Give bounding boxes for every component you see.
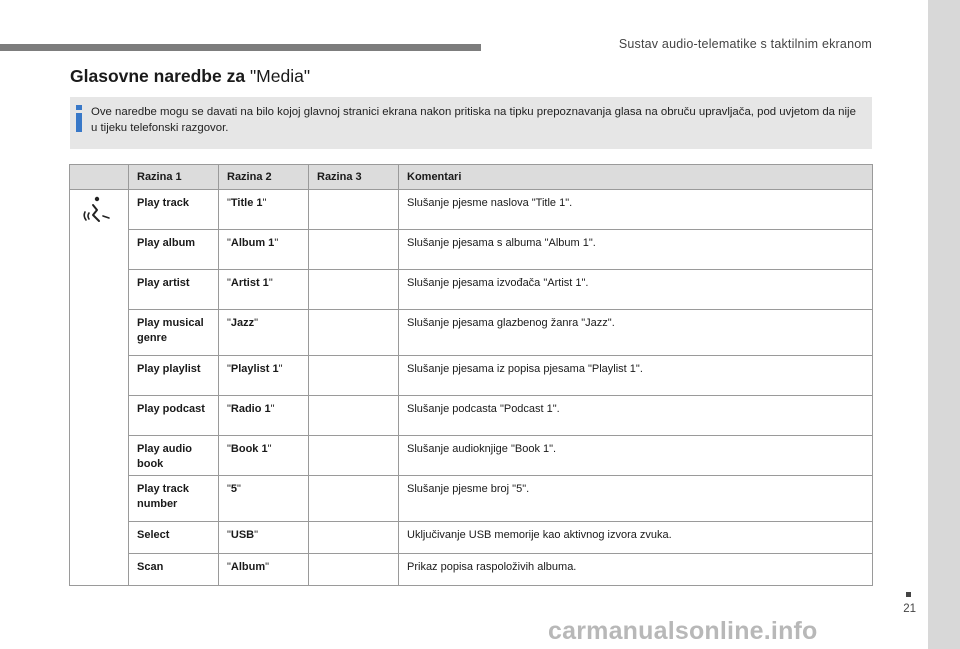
comment-cell: Slušanje pjesama izvođača "Artist 1". xyxy=(399,270,873,310)
header-rule xyxy=(0,44,481,51)
level2-cell: "Album" xyxy=(219,554,309,586)
level1-cell: Play podcast xyxy=(129,396,219,436)
page-title-text: Glasovne naredbe za xyxy=(70,66,250,86)
level2-value: Artist 1 xyxy=(230,277,269,289)
level2-value: Playlist 1 xyxy=(230,363,279,375)
level3-cell xyxy=(309,522,399,554)
info-text: Ove naredbe mogu se davati na bilo kojoj glavnoj stranici ekrana nakon pritiska na tipku prepoznavanja glasa na obruču upravljača, pod uvjetom da nije u tijeku telefonski razgovor. xyxy=(91,106,856,134)
level3-cell xyxy=(309,356,399,396)
level2-cell: "Book 1" xyxy=(219,436,309,476)
comment-cell: Slušanje pjesama iz popisa pjesama "Playlist 1". xyxy=(399,356,873,396)
page-title-quoted: "Media" xyxy=(249,66,311,86)
comment-cell: Slušanje audioknjige "Book 1". xyxy=(399,436,873,476)
comment-cell: Uključivanje USB memorije kao aktivnog izvora zvuka. xyxy=(399,522,873,554)
level1-cell: Play playlist xyxy=(129,356,219,396)
level3-cell xyxy=(309,554,399,586)
level1-cell: Select xyxy=(129,522,219,554)
level2-cell: "USB" xyxy=(219,522,309,554)
comment-cell: Prikaz popisa raspoloživih albuma. xyxy=(399,554,873,586)
table-row xyxy=(70,476,873,522)
level2-value: Radio 1 xyxy=(230,403,271,415)
level2-cell: "Title 1" xyxy=(219,190,309,230)
level2-value: Book 1 xyxy=(230,443,268,455)
table-header-cell: Razina 1 xyxy=(129,165,219,190)
voice-commands-table xyxy=(69,164,873,586)
comment-cell: Slušanje podcasta "Podcast 1". xyxy=(399,396,873,436)
voice-command-icon xyxy=(81,196,111,224)
table-row xyxy=(70,230,873,270)
level3-cell xyxy=(309,270,399,310)
level2-cell: "Radio 1" xyxy=(219,396,309,436)
level3-cell xyxy=(309,436,399,476)
table-header-row xyxy=(70,165,873,190)
level2-cell: "Playlist 1" xyxy=(219,356,309,396)
page-marker xyxy=(906,592,911,597)
page-title xyxy=(70,66,310,87)
level3-cell xyxy=(309,190,399,230)
level3-cell xyxy=(309,396,399,436)
comment-cell: Slušanje pjesama glazbenog žanra "Jazz". xyxy=(399,310,873,356)
level3-cell xyxy=(309,230,399,270)
comment-cell: Slušanje pjesama s albuma "Album 1". xyxy=(399,230,873,270)
level2-cell: "Artist 1" xyxy=(219,270,309,310)
level1-cell: Play audio book xyxy=(129,436,219,476)
watermark: carmanualsonline.info xyxy=(548,617,818,645)
page-edge-strip xyxy=(928,0,960,649)
level2-value: Title 1 xyxy=(230,197,263,209)
level2-cell: "Album 1" xyxy=(219,230,309,270)
level1-cell: Play musical genre xyxy=(129,310,219,356)
level2-value: USB xyxy=(230,529,255,541)
level2-cell: "5" xyxy=(219,476,309,522)
table-row xyxy=(70,356,873,396)
table-row xyxy=(70,554,873,586)
level2-value: Album xyxy=(230,561,266,573)
level2-value: 5 xyxy=(230,483,238,495)
table-header-cell: Komentari xyxy=(399,165,873,190)
table-row xyxy=(70,396,873,436)
table-row xyxy=(70,522,873,554)
level1-cell: Play track xyxy=(129,190,219,230)
level1-cell: Play artist xyxy=(129,270,219,310)
section-title: Sustav audio-telematike s taktilnim ekranom xyxy=(618,37,872,51)
level1-cell: Play track number xyxy=(129,476,219,522)
level3-cell xyxy=(309,476,399,522)
table-header-cell: Razina 2 xyxy=(219,165,309,190)
table-row xyxy=(70,436,873,476)
level3-cell xyxy=(309,310,399,356)
table-header-cell: Razina 3 xyxy=(309,165,399,190)
level2-cell: "Jazz" xyxy=(219,310,309,356)
table-header-icon-col xyxy=(70,165,129,190)
level2-value: Album 1 xyxy=(230,237,275,249)
table-row xyxy=(70,270,873,310)
page-number: 21 xyxy=(903,603,916,615)
level1-cell: Scan xyxy=(129,554,219,586)
table-row xyxy=(70,310,873,356)
level2-value: Jazz xyxy=(230,317,255,329)
voice-command-icon-cell xyxy=(70,190,129,586)
level1-cell: Play album xyxy=(129,230,219,270)
info-box xyxy=(70,97,872,149)
info-icon xyxy=(76,105,82,132)
comment-cell: Slušanje pjesme naslova "Title 1". xyxy=(399,190,873,230)
comment-cell: Slušanje pjesme broj "5". xyxy=(399,476,873,522)
table-row xyxy=(70,190,873,230)
